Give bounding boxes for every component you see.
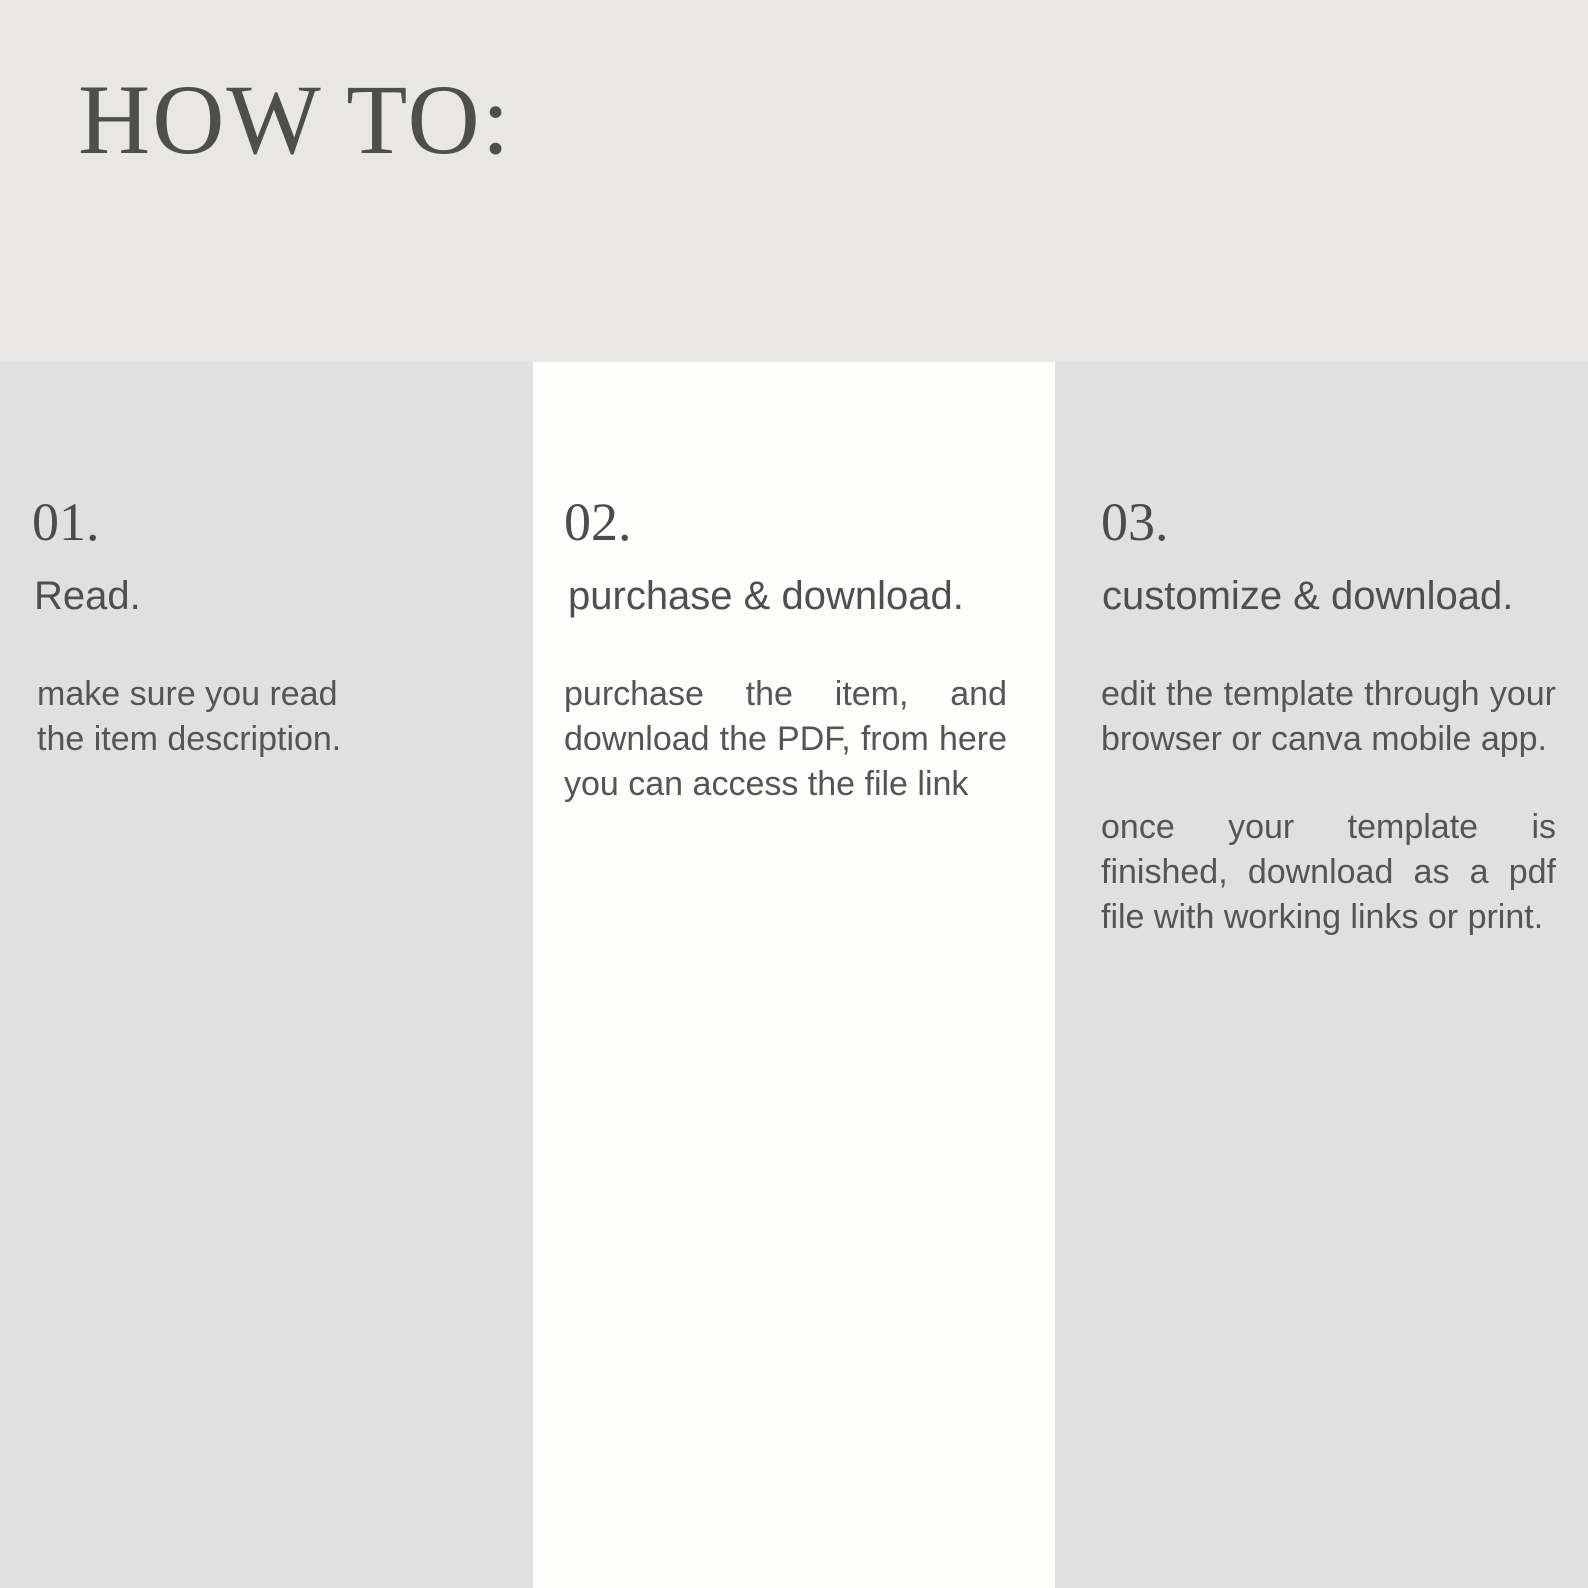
step-description — [1101, 672, 1556, 940]
step-number: 01. — [32, 492, 100, 552]
step-column-1 — [0, 362, 533, 1588]
step-paragraph: purchase the item, and download the PDF, from here you can access the file link — [564, 675, 1007, 803]
step-number: 03. — [1101, 492, 1169, 552]
header-band — [0, 0, 1588, 362]
step-column-2 — [533, 362, 1055, 1588]
step-title: Read. — [34, 574, 141, 618]
step-paragraph: once your template is finished, download as a pdf file with working links or print. — [1101, 808, 1556, 936]
step-description — [564, 672, 1007, 807]
step-column-3 — [1055, 362, 1588, 1588]
step-number: 02. — [564, 492, 632, 552]
step-title: purchase & download. — [568, 574, 964, 618]
step-title: customize & download. — [1102, 574, 1514, 618]
step-paragraph: make sure you read the item description. — [37, 675, 342, 758]
step-description — [37, 672, 397, 762]
step-paragraph: edit the template through your browser or canva mobile app. — [1101, 675, 1556, 758]
page-title: HOW TO: — [78, 64, 512, 175]
